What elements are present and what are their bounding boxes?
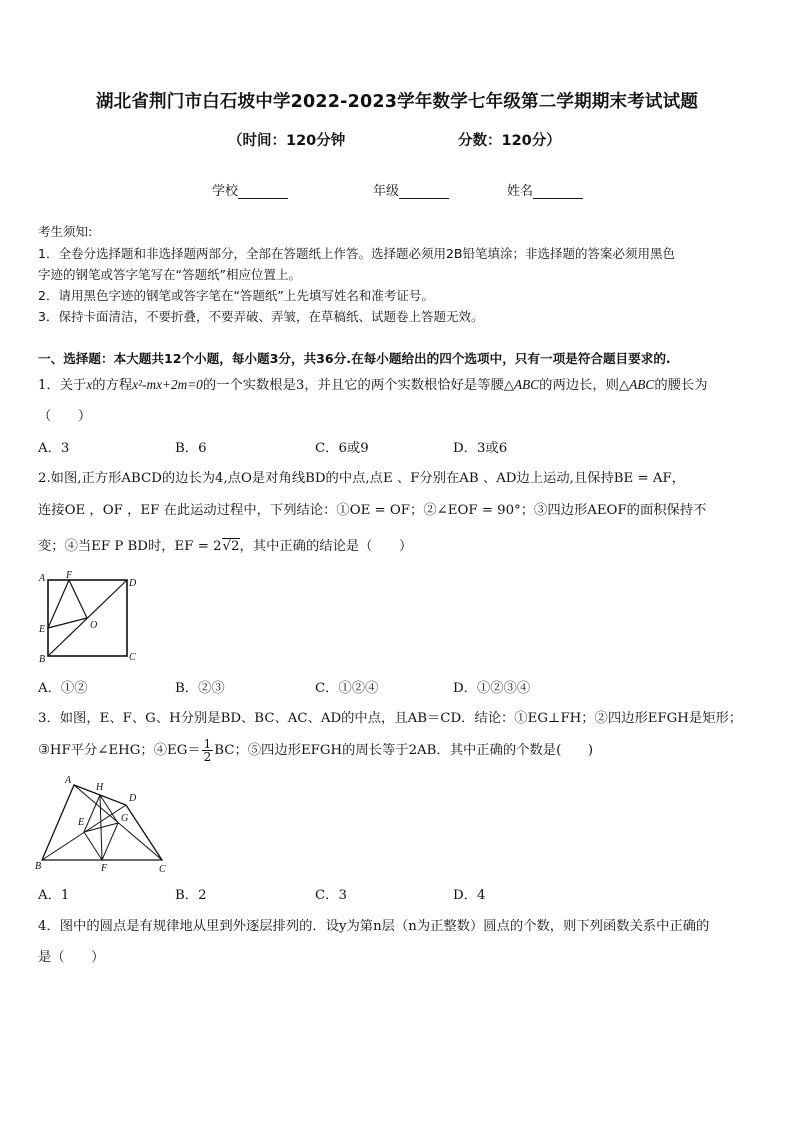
q3-label-b: B — [35, 861, 42, 872]
q2-option-b[interactable]: B．②③ — [175, 681, 225, 696]
question-2-line-3 — [38, 535, 412, 554]
q3-text-a: ③HF平分∠EHG；④EG＝ — [38, 743, 201, 758]
q3-option-c[interactable]: C．3 — [315, 888, 347, 903]
q2-text-a: 变；④当EF P BD时，EF = 2 — [38, 539, 222, 554]
q1-triangle-name: ABC — [514, 377, 540, 392]
notice-item-1-cont: 字迹的钢笔或答字笔写在“答题纸”相应位置上。 — [38, 267, 301, 282]
grade-blank[interactable] — [399, 184, 449, 199]
q1-text-d: 的两边长，则△ — [539, 378, 630, 393]
q1-option-b[interactable]: B．6 — [175, 441, 207, 456]
name-label: 姓名 — [507, 184, 534, 199]
exam-title: 湖北省荆门市白石坡中学2022-2023学年数学七年级第二学期期末考试试题 — [95, 92, 699, 112]
q2-option-d[interactable]: D．①②③④ — [453, 681, 531, 696]
exam-score: 分数：120分） — [458, 133, 561, 149]
q2-sqrt-value: 2 — [231, 539, 240, 554]
q3-label-e: E — [78, 817, 85, 828]
q2-label-e: E — [39, 624, 46, 635]
q1-text-e: 的腰长为 — [654, 378, 708, 393]
school-blank[interactable] — [238, 184, 288, 199]
notice-item-3: 3．保持卡面清洁，不要折叠，不要弄破、弄皱，在草稿纸、试题卷上答题无效。 — [38, 309, 484, 324]
q2-label-f: F — [66, 570, 73, 581]
q3-label-d: D — [129, 793, 137, 804]
q3-label-c: C — [159, 864, 166, 875]
q2-option-c[interactable]: C．①②④ — [315, 681, 379, 696]
school-label: 学校 — [212, 184, 239, 199]
q2-label-o: O — [90, 620, 98, 631]
q1-option-c[interactable]: C．6或9 — [315, 441, 369, 456]
q3-frac-den: 2 — [203, 750, 212, 764]
q1-text-a: 1．关于 — [38, 378, 87, 393]
name-field — [507, 180, 583, 199]
q2-label-a: A — [39, 573, 46, 584]
notice-heading: 考生须知: — [38, 224, 93, 239]
q2-label-c: C — [129, 652, 136, 663]
q1-equation: x²-mx+2m=0 — [132, 377, 203, 392]
q3-label-h: H — [96, 782, 104, 793]
q2-text-b: ，其中正确的结论是（ ） — [239, 539, 413, 554]
q2-option-a[interactable]: A．①② — [38, 681, 88, 696]
question-3-line-2 — [38, 738, 593, 763]
question-2-line-2: 连接OE ，OF ，EF 在此运动过程中，下列结论：①OE = OF；②∠EOF = 90°；③四边形AEOF的面积保持不 — [38, 503, 707, 518]
grade-label: 年级 — [373, 184, 400, 199]
q2-label-b: B — [39, 654, 46, 665]
question-1-text — [38, 374, 708, 393]
notice-item-2: 2．请用黑色字迹的钢笔或答字笔在“答题纸”上先填写姓名和准考证号。 — [38, 288, 434, 303]
q1-answer-paren: （ ） — [38, 409, 92, 424]
q2-sqrt: √2 — [222, 539, 240, 554]
section-heading: 一、选择题：本大题共12个小题，每小题3分，共36分.在每小题给出的四个选项中，只有一项是符合题目要求的. — [38, 351, 671, 366]
q3-label-g: G — [121, 813, 129, 824]
question-2-line-1: 2.如图,正方形ABCD的边长为4,点O是对角线BD的中点,点E 、F分别在AB 、AD边上运动,且保持BE = AF， — [38, 471, 685, 486]
q1-triangle-name-2: ABC — [629, 377, 655, 392]
q1-option-d[interactable]: D．3或6 — [453, 441, 508, 456]
q3-option-d[interactable]: D．4 — [453, 888, 486, 903]
q3-text-b: BC；⑤四边形EFGH的周长等于2AB．其中正确的个数是( ) — [214, 743, 594, 758]
q1-var-x: x — [86, 377, 93, 392]
grade-field — [373, 180, 449, 199]
notice-item-1: 1．全卷分选择题和非选择题两部分，全部在答题纸上作答。选择题必须用2B铅笔填涂；非选择题的答案必须用黑色 — [38, 246, 675, 261]
question-4-line-2: 是（ ） — [38, 950, 105, 965]
q3-label-f: F — [101, 863, 108, 874]
school-field — [212, 180, 288, 199]
q2-square-figure — [36, 570, 146, 665]
q1-text-b: 的方程 — [92, 378, 133, 393]
q3-quadrilateral-figure — [34, 773, 174, 875]
q1-text-c: 的一个实数根是3，并且它的两个实数根恰好是等腰△ — [202, 378, 515, 393]
q3-frac-num: 1 — [203, 737, 212, 751]
exam-time: （时间：120分钟 — [228, 133, 346, 149]
question-3-line-1: 3．如图，E、F、G、H分别是BD、BC、AC、AD的中点，且AB＝CD．结论：①EG⊥FH；②四边形EFGH是矩形； — [38, 711, 743, 726]
q2-label-d: D — [129, 578, 137, 589]
q1-option-a[interactable]: A．3 — [38, 441, 70, 456]
q3-option-a[interactable]: A．1 — [38, 888, 70, 903]
q3-option-b[interactable]: B．2 — [175, 888, 207, 903]
name-blank[interactable] — [533, 184, 583, 199]
question-4-line-1: 4．图中的圆点是有规律地从里到外逐层排列的．设y为第n层（n为正整数）圆点的个数，则下列函数关系中正确的 — [38, 919, 710, 934]
q3-label-a: A — [65, 775, 72, 786]
q3-fraction — [202, 738, 214, 763]
